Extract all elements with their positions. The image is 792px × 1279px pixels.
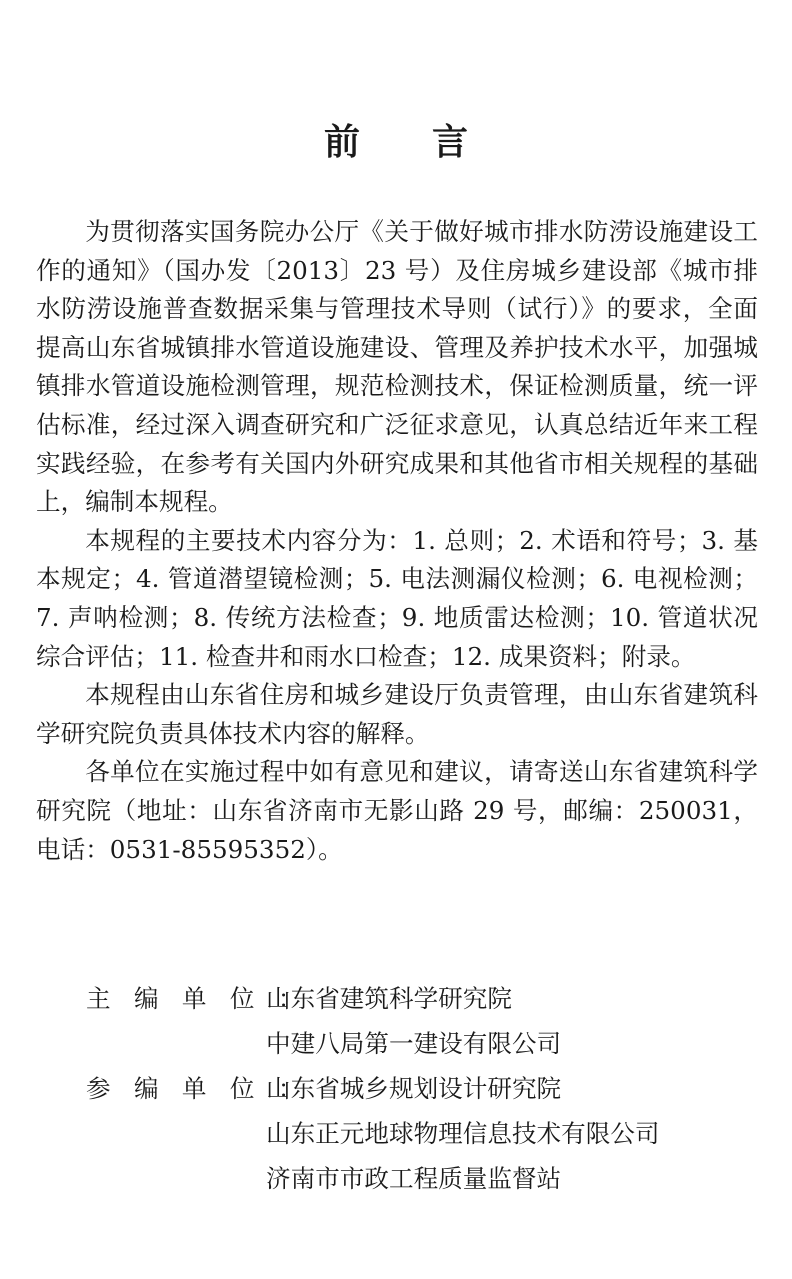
paragraph-contents: 本规程的主要技术内容分为：1. 总则；2. 术语和符号；3. 基本规定；4. 管道潜望镜检测；5. 电法测漏仪检测；6. 电视检测；7. 声呐检测；8. 传统方法检查；9. 地质雷达检测；10. 管道状况综合评估；11. 检查井和雨水口检查；12. 成果资料；附录。 [36,525,758,671]
participating-unit-3: 济南市市政工程质量监督站 [266,1164,562,1193]
paragraph-feedback: 各单位在实施过程中如有意见和建议，请寄送山东省建筑科学研究院（地址：山东省济南市无影山路 29 号，邮编：250031，电话：0531-85595352）。 [36,757,758,864]
title-char-1: 前 [323,121,360,163]
participating-unit-1: 山东省城乡规划设计研究院 [266,1074,562,1103]
units-list [36,976,758,1201]
paragraph-purpose: 为贯彻落实国务院办公厅《关于做好城市排水防涝设施建设工作的通知》（国办发〔2013〕23 号）及住房城乡建设部《城市排水防涝设施普查数据采集与管理技术导则（试行）》的要求，全面提高山东省城镇排水管道设施建设、管理及养护技术水平，加强城镇排水管道设施检测管理，规范检测技术，保证检测质量，统一评估标准，经过深入调查研究和广泛征求意见，认真总结近年来工程实践经验，在参考有关国内外研究成果和其他省市相关规程的基础上，编制本规程。 [36,217,758,517]
participating-unit-2: 山东正元地球物理信息技术有限公司 [266,1119,660,1148]
page-title [0,118,792,166]
chief-unit-1: 山东省建筑科学研究院 [266,984,512,1013]
paragraph-management: 本规程由山东省住房和城乡建设厅负责管理，由山东省建筑科学研究院负责具体技术内容的解释。 [36,680,758,748]
participating-unit-row [36,1156,758,1201]
chief-unit-row [36,1021,758,1066]
chief-unit-row [36,976,758,1021]
preface-body [36,213,758,869]
chief-unit-2: 中建八局第一建设有限公司 [266,1029,562,1058]
participating-unit-row [36,1066,758,1111]
chief-unit-label: 主编单位： [86,984,326,1013]
participating-unit-label: 参编单位： [86,1074,326,1103]
participating-unit-row [36,1111,758,1156]
title-char-2: 言 [432,121,469,163]
